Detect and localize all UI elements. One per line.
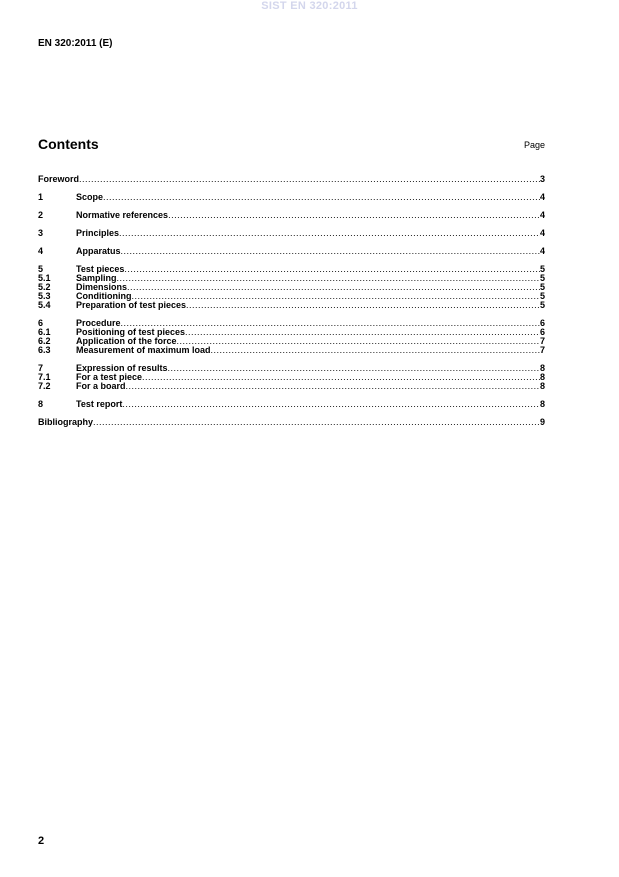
- toc-entry-5-4[interactable]: [38, 301, 545, 310]
- dot-leader: [103, 193, 540, 202]
- watermark: SIST EN 320:2011: [261, 0, 358, 12]
- dot-leader: [117, 274, 540, 283]
- page-column-label: Page: [523, 140, 545, 150]
- dot-leader: [126, 382, 540, 391]
- dot-leader: [93, 418, 540, 427]
- toc-entry-page: 5: [539, 274, 545, 283]
- toc-entry-number: 5: [38, 265, 44, 274]
- toc-entry-title: Scope: [76, 193, 104, 202]
- toc-entry-number: 3: [38, 229, 44, 238]
- toc-entry-title: Conditioning: [76, 292, 132, 301]
- toc-entry-title: Application of the force: [76, 337, 177, 346]
- toc-entry-page: 9: [539, 418, 545, 427]
- dot-leader: [185, 328, 540, 337]
- toc-entry-page: 4: [539, 247, 545, 256]
- toc-entry-6[interactable]: [38, 319, 545, 328]
- toc-entry-title: For a board: [76, 382, 126, 391]
- toc-entry-number: 4: [38, 247, 44, 256]
- toc-entry-number: 8: [38, 400, 44, 409]
- dot-leader: [124, 265, 540, 274]
- toc-entry-page: 7: [539, 337, 545, 346]
- dot-leader: [122, 400, 540, 409]
- toc-entry-number: 7.2: [38, 382, 51, 391]
- toc-entry-7-2[interactable]: [38, 382, 545, 391]
- dot-leader: [168, 211, 540, 220]
- toc-entry-2[interactable]: [38, 211, 545, 220]
- toc-entry-4[interactable]: [38, 247, 545, 256]
- toc-entry-page: 7: [539, 346, 545, 355]
- toc-entry-7[interactable]: [38, 364, 545, 373]
- contents-title: Contents: [38, 136, 99, 152]
- toc-entry-5-1[interactable]: [38, 274, 545, 283]
- toc-entry-number: 6.1: [38, 328, 51, 337]
- toc-entry-page: 3: [539, 175, 545, 184]
- toc-entry-number: 7: [38, 364, 44, 373]
- toc-entry-page: 4: [539, 211, 545, 220]
- toc-entry-5-2[interactable]: [38, 283, 545, 292]
- toc-entry-6-3[interactable]: [38, 346, 545, 355]
- toc-entry-number: 6: [38, 319, 44, 328]
- toc-entry-page: 8: [539, 400, 545, 409]
- dot-leader: [127, 283, 540, 292]
- toc-entry-title: For a test piece: [76, 373, 143, 382]
- toc-entry-number: 5.1: [38, 274, 51, 283]
- toc-entry-number: 1: [38, 193, 44, 202]
- toc-entry-page: 4: [539, 193, 545, 202]
- toc-entry-bibliography[interactable]: [38, 418, 545, 427]
- page-number: 2: [38, 835, 45, 847]
- dot-leader: [131, 292, 540, 301]
- dot-leader: [142, 373, 540, 382]
- toc-entry-title: Apparatus: [76, 247, 121, 256]
- toc-entry-title: Expression of results: [76, 364, 168, 373]
- toc-entry-page: 6: [539, 319, 545, 328]
- toc-entry-page: 8: [539, 382, 545, 391]
- toc-entry-number: 7.1: [38, 373, 51, 382]
- toc-entry-number: 5.3: [38, 292, 51, 301]
- toc-entry-page: 4: [539, 229, 545, 238]
- toc-entry-7-1[interactable]: [38, 373, 545, 382]
- document-reference: EN 320:2011 (E): [38, 38, 113, 49]
- dot-leader: [211, 346, 540, 355]
- toc-entry-title: Measurement of maximum load: [76, 346, 211, 355]
- toc-entry-page: 8: [539, 373, 545, 382]
- toc-entry-title: Foreword: [38, 175, 80, 184]
- toc-entry-page: 6: [539, 328, 545, 337]
- toc-entry-3[interactable]: [38, 229, 545, 238]
- toc-entry-title: Normative references: [76, 211, 169, 220]
- toc-entry-5[interactable]: [38, 265, 545, 274]
- toc-entry-number: 5.4: [38, 301, 51, 310]
- toc-entry-title: Dimensions: [76, 283, 128, 292]
- toc-entry-1[interactable]: [38, 193, 545, 202]
- table-of-contents: [38, 175, 545, 427]
- toc-entry-title: Test pieces: [76, 265, 125, 274]
- dot-leader: [79, 175, 540, 184]
- toc-entry-page: 5: [539, 265, 545, 274]
- toc-entry-page: 5: [539, 292, 545, 301]
- dot-leader: [168, 364, 540, 373]
- dot-leader: [121, 247, 540, 256]
- toc-entry-page: 5: [539, 283, 545, 292]
- toc-entry-title: Principles: [76, 229, 120, 238]
- dot-leader: [121, 319, 540, 328]
- dot-leader: [186, 301, 540, 310]
- toc-entry-title: Preparation of test pieces: [76, 301, 187, 310]
- toc-entry-title: Sampling: [76, 274, 117, 283]
- toc-entry-number: 6.2: [38, 337, 51, 346]
- toc-entry-page: 8: [539, 364, 545, 373]
- toc-entry-foreword[interactable]: [38, 175, 545, 184]
- dot-leader: [177, 337, 540, 346]
- toc-entry-title: Bibliography: [38, 418, 94, 427]
- toc-entry-title: Test report: [76, 400, 123, 409]
- toc-entry-number: 2: [38, 211, 44, 220]
- toc-entry-6-2[interactable]: [38, 337, 545, 346]
- toc-entry-title: Procedure: [76, 319, 121, 328]
- toc-entry-number: 6.3: [38, 346, 51, 355]
- toc-entry-number: 5.2: [38, 283, 51, 292]
- toc-entry-title: Positioning of test pieces: [76, 328, 186, 337]
- toc-entry-page: 5: [539, 301, 545, 310]
- dot-leader: [119, 229, 540, 238]
- toc-entry-5-3[interactable]: [38, 292, 545, 301]
- toc-entry-6-1[interactable]: [38, 328, 545, 337]
- toc-entry-8[interactable]: [38, 400, 545, 409]
